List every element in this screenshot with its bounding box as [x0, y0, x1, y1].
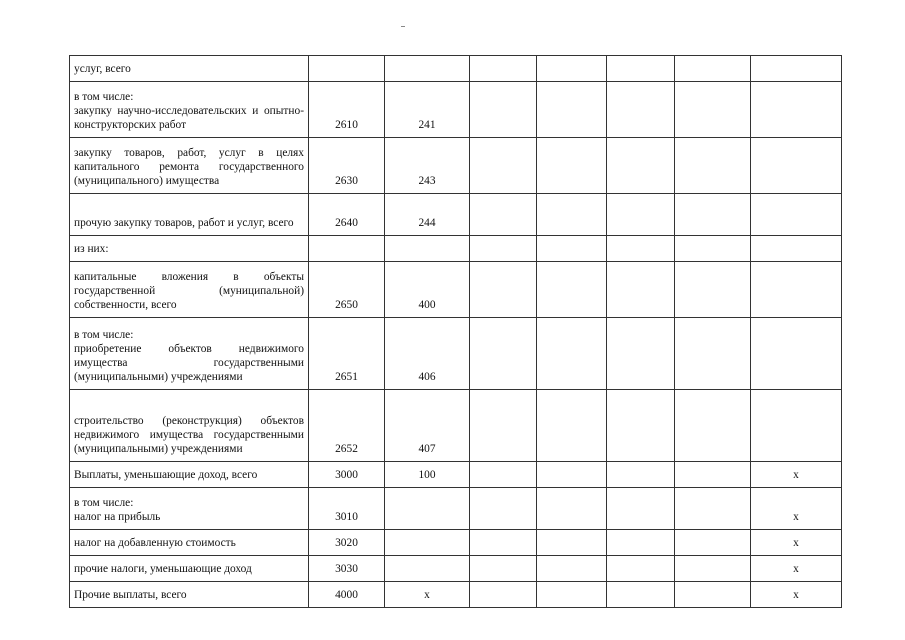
- amount-cell: [607, 462, 675, 488]
- row-description-line: закупку товаров, работ, услуг в целях капитального ремонта государственного (муниципального) имущества: [74, 147, 304, 187]
- row-description: [70, 236, 309, 262]
- amount-cell: [607, 194, 675, 236]
- table-row: [70, 194, 842, 236]
- row-description-line: Выплаты, уменьшающие доход, всего: [74, 469, 258, 481]
- row-code: 3030: [309, 556, 385, 582]
- amount-cell: [607, 262, 675, 318]
- amount-cell: [470, 82, 537, 138]
- amount-cell: [537, 582, 607, 608]
- last-column-cell: [751, 390, 842, 462]
- amount-cell: [537, 236, 607, 262]
- amount-cell: [470, 462, 537, 488]
- row-code: 2651: [309, 318, 385, 390]
- amount-cell: [607, 56, 675, 82]
- row-description-line: строительство (реконструкция) объектов недвижимого имущества государственными (муниципальными) учреждениями: [74, 415, 304, 455]
- amount-cell: [607, 390, 675, 462]
- row-code: 3020: [309, 530, 385, 556]
- row-description: [70, 582, 309, 608]
- amount-cell: [537, 56, 607, 82]
- amount-cell: [675, 138, 751, 194]
- amount-cell: [675, 462, 751, 488]
- table-row: [70, 82, 842, 138]
- amount-cell: [470, 488, 537, 530]
- row-code: 2630: [309, 138, 385, 194]
- row-description-line: в том числе:: [74, 497, 134, 509]
- amount-cell: [537, 390, 607, 462]
- table-row: [70, 138, 842, 194]
- last-column-cell: [751, 318, 842, 390]
- budget-classification-code: 243: [385, 138, 470, 194]
- page-mark: [401, 26, 405, 27]
- amount-cell: [675, 556, 751, 582]
- last-column-cell: [751, 236, 842, 262]
- row-description-line: в том числе:: [74, 329, 134, 341]
- amount-cell: [607, 318, 675, 390]
- row-code: 2640: [309, 194, 385, 236]
- budget-classification-code: [385, 530, 470, 556]
- budget-classification-code: [385, 236, 470, 262]
- row-description-line: услуг, всего: [74, 63, 131, 75]
- row-code: 2652: [309, 390, 385, 462]
- table-row: [70, 530, 842, 556]
- table-row: [70, 236, 842, 262]
- table-body: [70, 56, 842, 608]
- last-column-cell: [751, 138, 842, 194]
- last-column-cell: х: [751, 462, 842, 488]
- row-description-line: прочую закупку товаров, работ и услуг, всего: [74, 217, 294, 229]
- table-row: [70, 488, 842, 530]
- row-code: 2650: [309, 262, 385, 318]
- amount-cell: [470, 582, 537, 608]
- amount-cell: [470, 556, 537, 582]
- amount-cell: [470, 390, 537, 462]
- table-row: [70, 318, 842, 390]
- budget-classification-code: 406: [385, 318, 470, 390]
- amount-cell: [607, 556, 675, 582]
- budget-classification-code: 400: [385, 262, 470, 318]
- row-description-line: прочие налоги, уменьшающие доход: [74, 563, 252, 575]
- amount-cell: [675, 390, 751, 462]
- budget-classification-code: 241: [385, 82, 470, 138]
- amount-cell: [675, 318, 751, 390]
- amount-cell: [675, 236, 751, 262]
- row-code: 3010: [309, 488, 385, 530]
- amount-cell: [537, 530, 607, 556]
- last-column-cell: х: [751, 582, 842, 608]
- row-code: [309, 56, 385, 82]
- row-description-line: закупку научно-исследовательских и опытно-конструкторских работ: [74, 105, 304, 131]
- amount-cell: [537, 462, 607, 488]
- row-description: [70, 390, 309, 462]
- amount-cell: [675, 262, 751, 318]
- amount-cell: [537, 556, 607, 582]
- last-column-cell: х: [751, 488, 842, 530]
- amount-cell: [470, 236, 537, 262]
- row-description-line: из них:: [74, 243, 109, 255]
- amount-cell: [607, 82, 675, 138]
- amount-cell: [675, 530, 751, 556]
- row-description: [70, 318, 309, 390]
- amount-cell: [675, 194, 751, 236]
- row-description: [70, 556, 309, 582]
- financial-plan-table: [69, 55, 842, 608]
- amount-cell: [607, 138, 675, 194]
- row-code: 4000: [309, 582, 385, 608]
- row-description-line: капитальные вложения в объекты государственной (муниципальной) собственности, всего: [74, 271, 304, 311]
- row-description: [70, 56, 309, 82]
- amount-cell: [675, 582, 751, 608]
- amount-cell: [470, 56, 537, 82]
- amount-cell: [470, 194, 537, 236]
- row-description: [70, 462, 309, 488]
- last-column-cell: [751, 194, 842, 236]
- last-column-cell: х: [751, 530, 842, 556]
- amount-cell: [607, 488, 675, 530]
- row-description: [70, 262, 309, 318]
- table-row: [70, 556, 842, 582]
- amount-cell: [470, 318, 537, 390]
- row-description: [70, 194, 309, 236]
- row-code: [309, 236, 385, 262]
- amount-cell: [537, 138, 607, 194]
- row-code: 3000: [309, 462, 385, 488]
- last-column-cell: х: [751, 556, 842, 582]
- budget-classification-code: [385, 488, 470, 530]
- budget-classification-code: 244: [385, 194, 470, 236]
- table-row: [70, 262, 842, 318]
- last-column-cell: [751, 56, 842, 82]
- amount-cell: [537, 194, 607, 236]
- row-description: [70, 82, 309, 138]
- row-description-line: налог на прибыль: [74, 511, 161, 523]
- row-description: [70, 530, 309, 556]
- row-description-line: в том числе:: [74, 91, 134, 103]
- budget-classification-code: 100: [385, 462, 470, 488]
- amount-cell: [607, 236, 675, 262]
- table-row: [70, 462, 842, 488]
- amount-cell: [675, 488, 751, 530]
- amount-cell: [675, 82, 751, 138]
- amount-cell: [607, 582, 675, 608]
- row-description-line: Прочие выплаты, всего: [74, 589, 187, 601]
- row-description: [70, 488, 309, 530]
- amount-cell: [675, 56, 751, 82]
- amount-cell: [607, 530, 675, 556]
- row-description: [70, 138, 309, 194]
- amount-cell: [470, 530, 537, 556]
- budget-classification-code: [385, 556, 470, 582]
- row-code: 2610: [309, 82, 385, 138]
- amount-cell: [470, 262, 537, 318]
- last-column-cell: [751, 82, 842, 138]
- table-row: [70, 56, 842, 82]
- budget-classification-code: [385, 56, 470, 82]
- row-description-line: налог на добавленную стоимость: [74, 537, 236, 549]
- amount-cell: [537, 262, 607, 318]
- amount-cell: [537, 488, 607, 530]
- table-row: [70, 390, 842, 462]
- amount-cell: [537, 318, 607, 390]
- row-description-line: приобретение объектов недвижимого имущества государственными (муниципальными) учреждениями: [74, 343, 304, 383]
- budget-classification-code: 407: [385, 390, 470, 462]
- amount-cell: [537, 82, 607, 138]
- table-row: [70, 582, 842, 608]
- budget-classification-code: х: [385, 582, 470, 608]
- last-column-cell: [751, 262, 842, 318]
- amount-cell: [470, 138, 537, 194]
